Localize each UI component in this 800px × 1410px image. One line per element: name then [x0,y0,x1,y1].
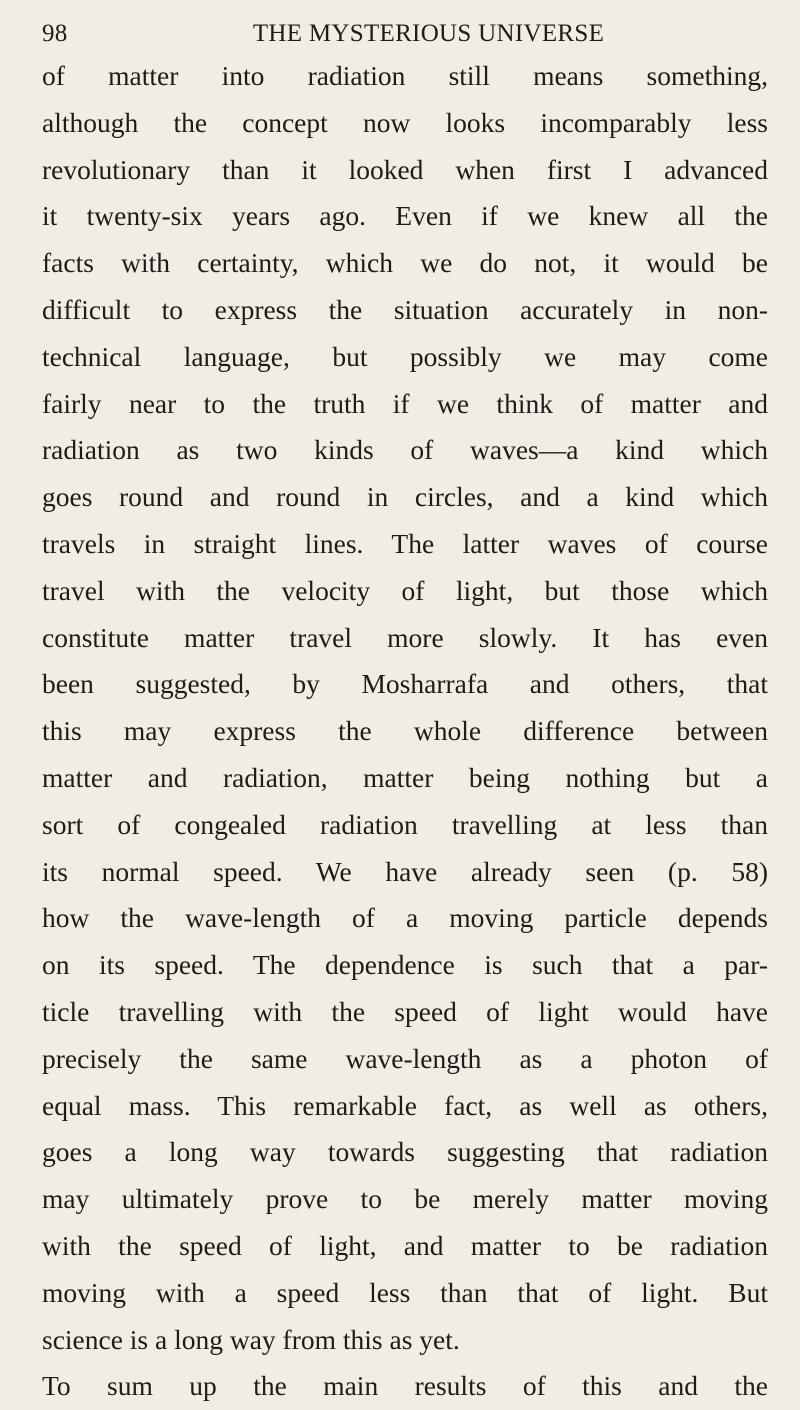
text-line: technical language, but possibly we may come [42,340,768,372]
text-line: on its speed. The dependence is such that a par- [42,949,768,981]
text-line: precisely the same wave-length as a photon of [42,1042,768,1074]
text-line: it twenty-six years ago. Even if we knew all the [42,200,768,232]
text-line: equal mass. This remarkable fact, as well as others, [42,1089,768,1121]
text-line: sort of congealed radiation travelling at less than [42,808,768,840]
text-line: ticle travelling with the speed of light would have [42,995,768,1027]
text-line: may ultimately prove to be merely matter moving [42,1183,768,1215]
page-number: 98 [42,20,68,47]
text-line: although the concept now looks incomparably less [42,106,768,138]
text-line: travels in straight lines. The latter waves of course [42,527,768,559]
text-line: this may express the whole difference between [42,715,768,747]
text-line: been suggested, by Mosharrafa and others, that [42,668,768,700]
running-head: THE MYSTERIOUS UNIVERSE [252,20,605,47]
text-line: goes round and round in circles, and a kind which [42,481,768,513]
text-line: its normal speed. We have already seen (p. 58) [42,855,768,887]
text-line: radiation as two kinds of waves—a kind which [42,434,768,466]
text-line: moving with a speed less than that of light. But [42,1276,768,1308]
text-line: how the wave-length of a moving particle depends [42,902,768,934]
text-line: constitute matter travel more slowly. It has even [42,621,768,653]
text-line: goes a long way towards suggesting that radiation [42,1136,768,1168]
text-line: with the speed of light, and matter to be radiation [42,1229,768,1261]
body-text [42,53,768,1410]
text-line: matter and radiation, matter being nothing but a [42,761,768,793]
text-line: facts with certainty, which we do not, it would be [42,247,768,279]
text-line: revolutionary than it looked when first I advanced [42,153,768,185]
text-line-paragraph-start: To sum up the main results of this and the [42,1370,768,1402]
text-line: travel with the velocity of light, but those which [42,574,768,606]
text-line: fairly near to the truth if we think of matter and [42,387,768,419]
text-line-paragraph-end: science is a long way from this as yet. [42,1323,460,1355]
text-line: difficult to express the situation accurately in non- [42,293,768,325]
page-header [42,16,765,52]
text-line: of matter into radiation still means something, [42,60,768,91]
